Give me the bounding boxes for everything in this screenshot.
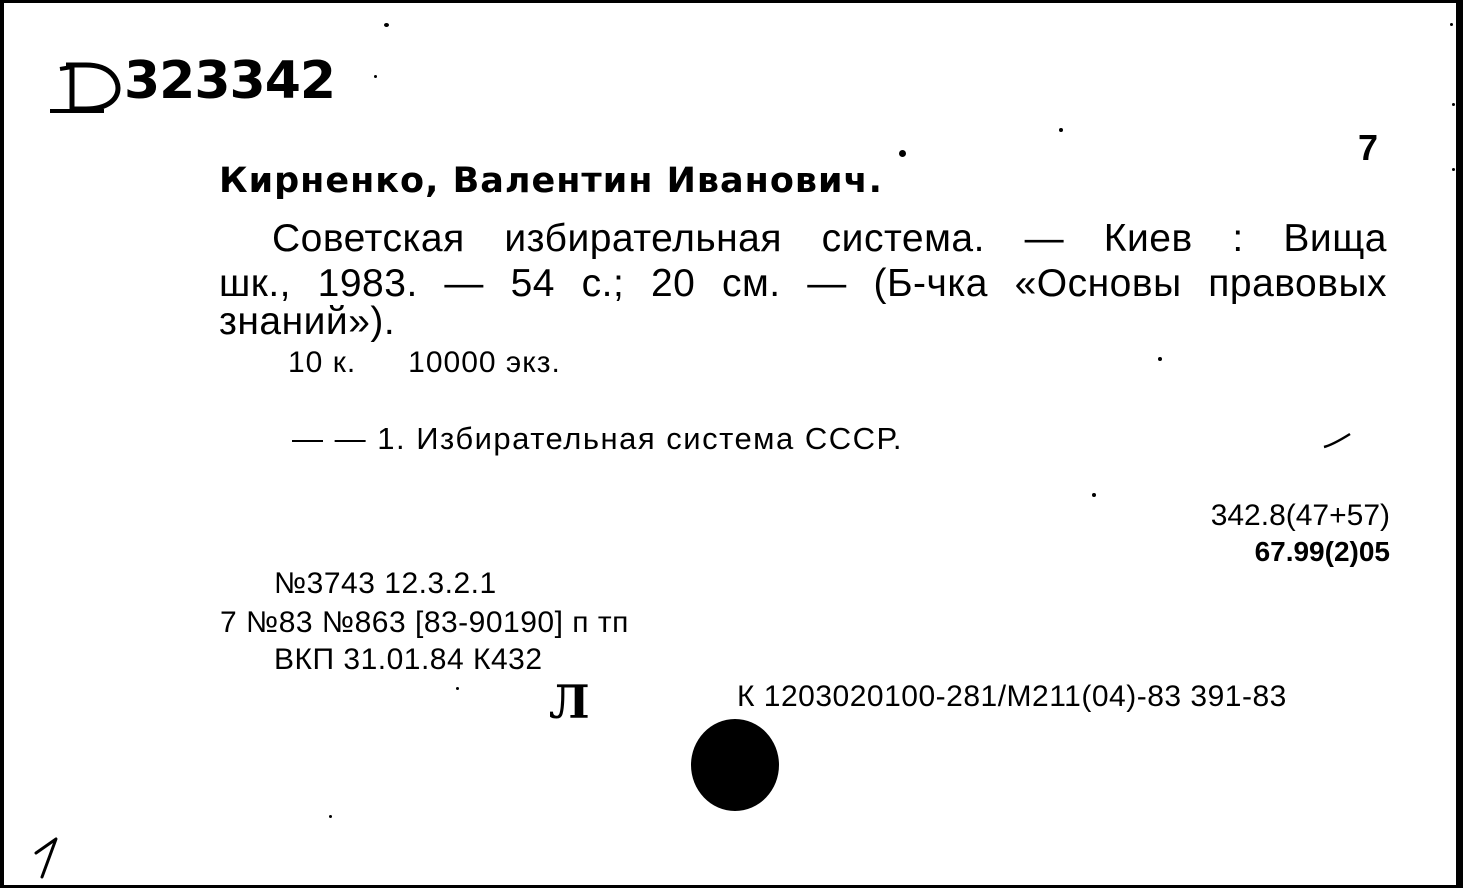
title-line-2: шк., 1983. — 54 с.; 20 см. — (Б-чка «Основы правовых xyxy=(219,262,1387,305)
subject-heading: — — 1. Избирательная система СССР. xyxy=(292,421,903,456)
speck xyxy=(1092,493,1096,497)
price: 10 к. xyxy=(288,346,357,379)
speck xyxy=(1158,357,1162,361)
speck xyxy=(329,815,332,818)
title-line-3: знаний»). xyxy=(219,300,396,343)
price-copies-line xyxy=(288,346,561,380)
meta-line-1: №3743 12.3.2.1 xyxy=(274,567,497,600)
speck xyxy=(1450,23,1453,26)
speck xyxy=(374,75,377,78)
speck xyxy=(456,687,459,690)
index-code: К 1203020100-281/М211(04)-83 391-83 xyxy=(737,680,1287,713)
classification-udc: 342.8(47+57) xyxy=(1210,499,1390,532)
pen-mark xyxy=(1322,431,1352,451)
speck xyxy=(384,23,389,27)
meta-line-3: ВКП 31.01.84 К432 xyxy=(274,643,543,676)
stamp-number: 323342 xyxy=(124,51,336,111)
corner-number: 7 xyxy=(1358,127,1379,168)
punch-hole xyxy=(691,719,779,811)
author-heading: Кирненко, Валентин Иванович. xyxy=(219,161,883,201)
speck xyxy=(1452,168,1455,171)
classification-bbk: 67.99(2)05 xyxy=(1254,536,1390,567)
meta-line-2: 7 №83 №863 [83-90190] п тп xyxy=(220,606,629,639)
handwritten-number xyxy=(32,835,66,879)
speck xyxy=(1452,103,1455,106)
speck xyxy=(899,150,906,157)
stamp-d-mark xyxy=(42,55,122,119)
speck xyxy=(1059,128,1063,132)
copies: 10000 экз. xyxy=(408,346,561,379)
title-line-1: Советская избирательная система. — Киев : Вища xyxy=(272,217,1387,260)
publisher-mark: Л xyxy=(549,675,590,729)
